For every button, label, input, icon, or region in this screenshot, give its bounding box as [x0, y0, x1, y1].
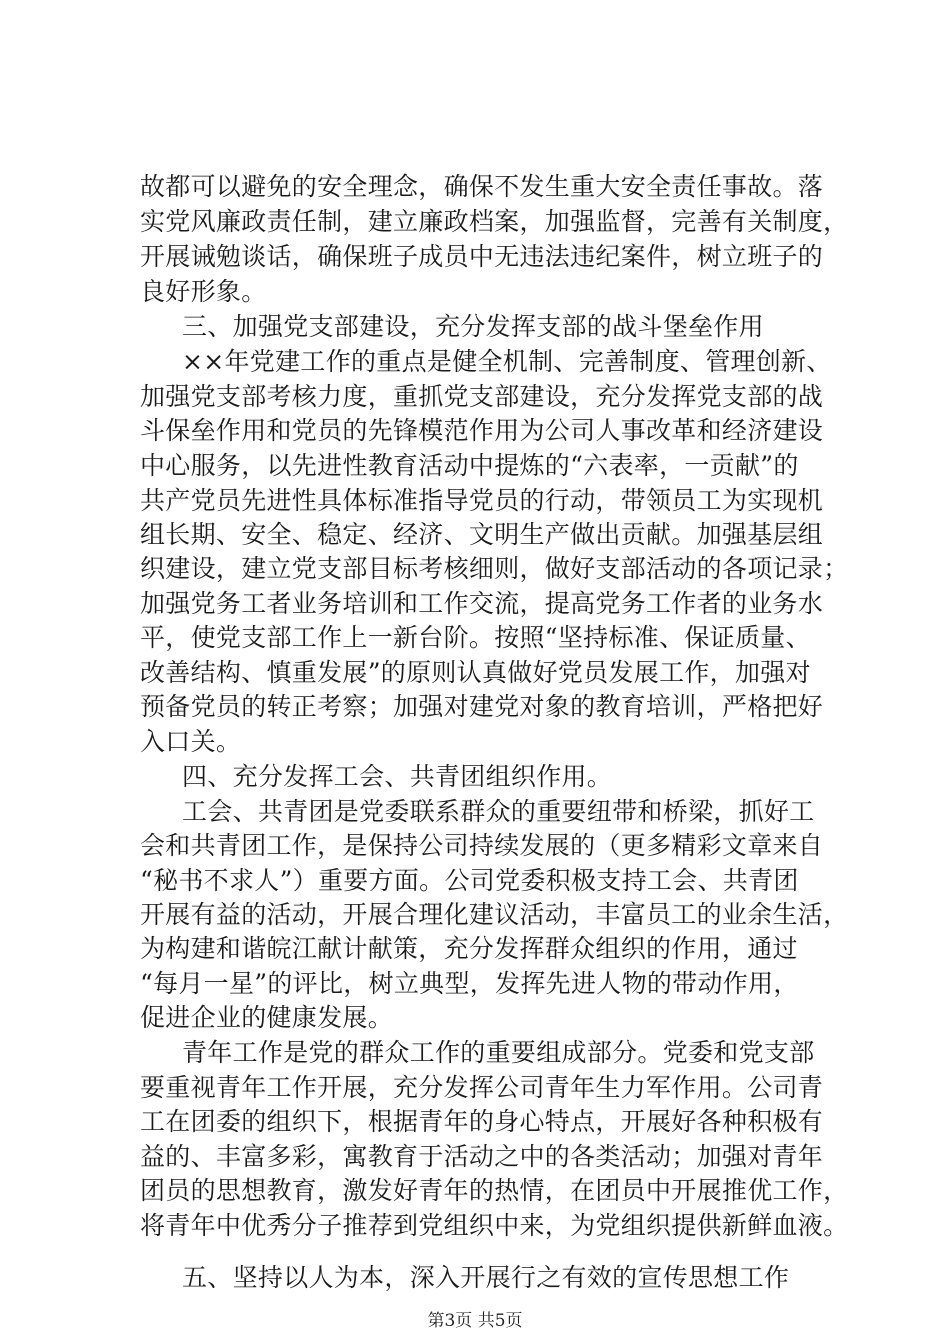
text-line: “秘书不求人”）重要方面。公司党委积极支持工会、共青团 — [140, 866, 799, 895]
text-line: 共产党员先进性具体标准指导党员的行动，带领员工为实现机 — [140, 486, 824, 515]
text-line: ××年党建工作的重点是健全机制、完善制度、管理创新、 — [182, 347, 832, 376]
text-line: 三、加强党支部建设，充分发挥支部的战斗堡垒作用 — [182, 312, 764, 341]
text-line: 斗保垒作用和党员的先锋模范作用为公司人事改革和经济建设 — [140, 416, 824, 445]
text-line: 促进企业的健康发展。 — [140, 1003, 394, 1032]
text-line: 中心服务，以先进性教育活动中提炼的“六表率，一贡献”的 — [140, 451, 799, 480]
text-line: 开展诫勉谈话，确保班子成员中无违法违纪案件，树立班子的 — [140, 242, 824, 271]
text-line: 平，使党支部工作上一新台阶。按照“坚持标准、保证质量、 — [140, 623, 811, 652]
text-line: 织建设，建立党支部目标考核细则，做好支部活动的各项记录； — [140, 554, 849, 583]
text-line: 良好形象。 — [140, 277, 267, 306]
text-line: 青年工作是党的群众工作的重要组成部分。党委和党支部 — [182, 1038, 815, 1067]
text-line: 预备党员的转正考察；加强对建党对象的教育培训，严格把好 — [140, 692, 824, 721]
text-line: 加强党务工者业务培训和工作交流，提高党务工作者的业务水 — [140, 589, 824, 618]
text-line: 工会、共青团是党委联系群众的重要纽带和桥梁，抓好工 — [182, 797, 815, 826]
text-line: 入口关。 — [140, 727, 242, 756]
text-line: 改善结构、慎重发展”的原则认真做好党员发展工作，加强对 — [140, 658, 811, 687]
text-line: 实党风廉政责任制，建立廉政档案，加强监督，完善有关制度， — [140, 207, 849, 236]
text-line: 五、坚持以人为本，深入开展行之有效的宣传思想工作 — [182, 1263, 790, 1292]
text-line: 益的、丰富多彩，寓教育于活动之中的各类活动；加强对青年 — [140, 1142, 824, 1171]
text-line: 开展有益的活动，开展合理化建议活动，丰富员工的业余生活， — [140, 900, 849, 929]
text-line: 要重视青年工作开展，充分发挥公司青年生力军作用。公司青 — [140, 1073, 824, 1102]
text-line: 组长期、安全、稳定、经济、文明生产做出贡献。加强基层组 — [140, 520, 824, 549]
text-line: 团员的思想教育，激发好青年的热情，在团员中开展推优工作， — [140, 1176, 849, 1205]
text-line: 加强党支部考核力度，重抓党支部建设，充分发挥党支部的战 — [140, 382, 824, 411]
text-line: 工在团委的组织下，根据青年的身心特点，开展好各种积极有 — [140, 1107, 824, 1136]
page-footer: 第3页 共5页 — [427, 1311, 523, 1331]
text-line: 四、充分发挥工会、共青团组织作用。 — [182, 762, 613, 791]
text-line: 会和共青团工作，是保持公司持续发展的（更多精彩文章来自 — [140, 831, 824, 860]
text-line: 故都可以避免的安全理念，确保不发生重大安全责任事故。落 — [140, 172, 824, 201]
text-line: 将青年中优秀分子推荐到党组织中来，为党组织提供新鲜血液。 — [140, 1211, 849, 1240]
text-line: “每月一星”的评比，树立典型，发挥先进人物的带动作用， — [140, 969, 799, 998]
text-line: 为构建和谐皖江献计献策，充分发挥群众组织的作用，通过 — [140, 934, 798, 963]
